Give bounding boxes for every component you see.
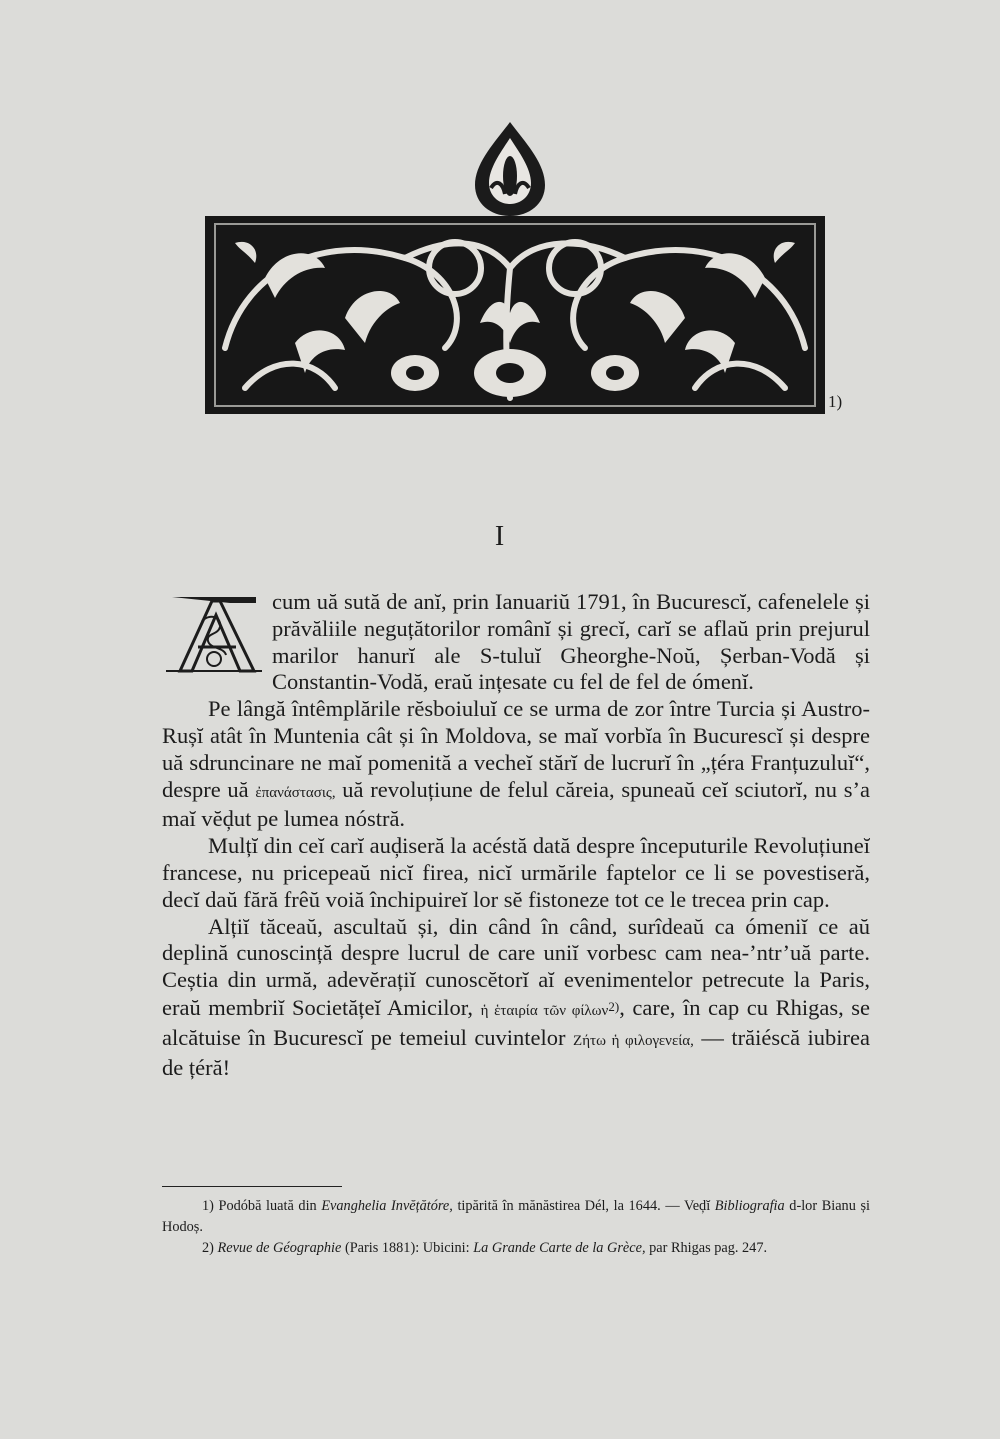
paragraph-4: Alțiĭ tăceaŭ, ascultaŭ și, din când în când, surîdeaŭ ca ómeniĭ ce aŭ deplină cunoscință despre lucrul de care uniĭ vorbesc cam nea-’ntr’uă parte. Ceștia din urmă, adevĕrațiĭ cunoscĕtorĭ aĭ evenimentelor petrecute la Paris, eraŭ membriĭ Societățeĭ Amicilor, ἡ ἑταιρία τῶν φίλων$^{2)}$, care, în cap cu Rhigas, se alcătuise în Bucurescĭ pe temeiul cuvintelor Ζήτω ἡ φιλογενεία, — trăiéscă iubirea de țéră! — [162, 913, 871, 1080]
paragraph-3: Mulțĭ din ceĭ carĭ auḑiseră la acéstă dată despre începuturile Revoluțiuneĭ francese, nu pricepeaŭ nicĭ firea, nicĭ urmările faptelor ce li se povestiseră, decĭ daŭ fără frêŭ voiă închipuireĭ lor sĕ fistoneze tot ce le trecea prin cap. — [162, 833, 870, 912]
body-text — [162, 589, 870, 1081]
footnote-2: 2) Revue de Géographie (Paris 1881): Ubicini: La Grande Carte de la Grèce, par Rhigas pag. 247. — [202, 1239, 768, 1256]
greek-phrase: ἡ ἑταιρία τῶν φίλων — [480, 1002, 609, 1019]
headpiece-footnote-mark: 1) — [828, 392, 843, 411]
footnote-ref: 2) — [608, 998, 620, 1014]
paragraph-1: cum uă sută de anĭ, prin Ianuariŭ 1791, în Bucurescĭ, cafenelele și prăvăliile neguțătorilor românĭ și grecĭ, carĭ se aflaŭ prin prejurul marilor hanurĭ ale S-tuluĭ Gheorghe-Noŭ, Șerban-Vodă și Constantin-Vodă, eraŭ ințesate cu fel de fel de ómenĭ. — [162, 589, 870, 696]
footnote-divider — [162, 1186, 342, 1187]
dropcap-a-icon — [162, 591, 266, 675]
leaf-finial-icon — [475, 122, 545, 222]
greek-phrase: Ζήτω ἡ φιλογενεία, — [573, 1032, 694, 1049]
greek-phrase: ἐπανάστασις, — [255, 784, 336, 801]
decorative-headpiece — [205, 118, 825, 414]
footnotes — [162, 1196, 870, 1258]
chapter-number: I — [494, 521, 506, 552]
footnote-1: 1) Podóbă luată din Evanghelia Invĕțătóre, tipărită în mănăstirea Dél, la 1644. — Veḑĭ Bibliografia d-lor Bianu și Hodoș. — [162, 1198, 870, 1235]
paragraph-2: Pe lângă întêmplările rĕsboiuluĭ ce se urma de zor între Turcia și Austro-Rușĭ atât în Muntenia cât și în Moldova, se maĭ vorbĭa în Bucurescĭ și despre uă sdruncinare ne maĭ pomenită a vecheĭ stărĭ de lucrurĭ în „țéra Franțuzuluĭ“, despre uă ἐπανάστασις, uă revoluțiune de felul căreia, spuneaŭ ceĭ sciutorĭ, nu s’a maĭ vĕḑut pe lumea nóstră. — [162, 696, 871, 832]
floral-ornament-icon — [205, 118, 825, 414]
